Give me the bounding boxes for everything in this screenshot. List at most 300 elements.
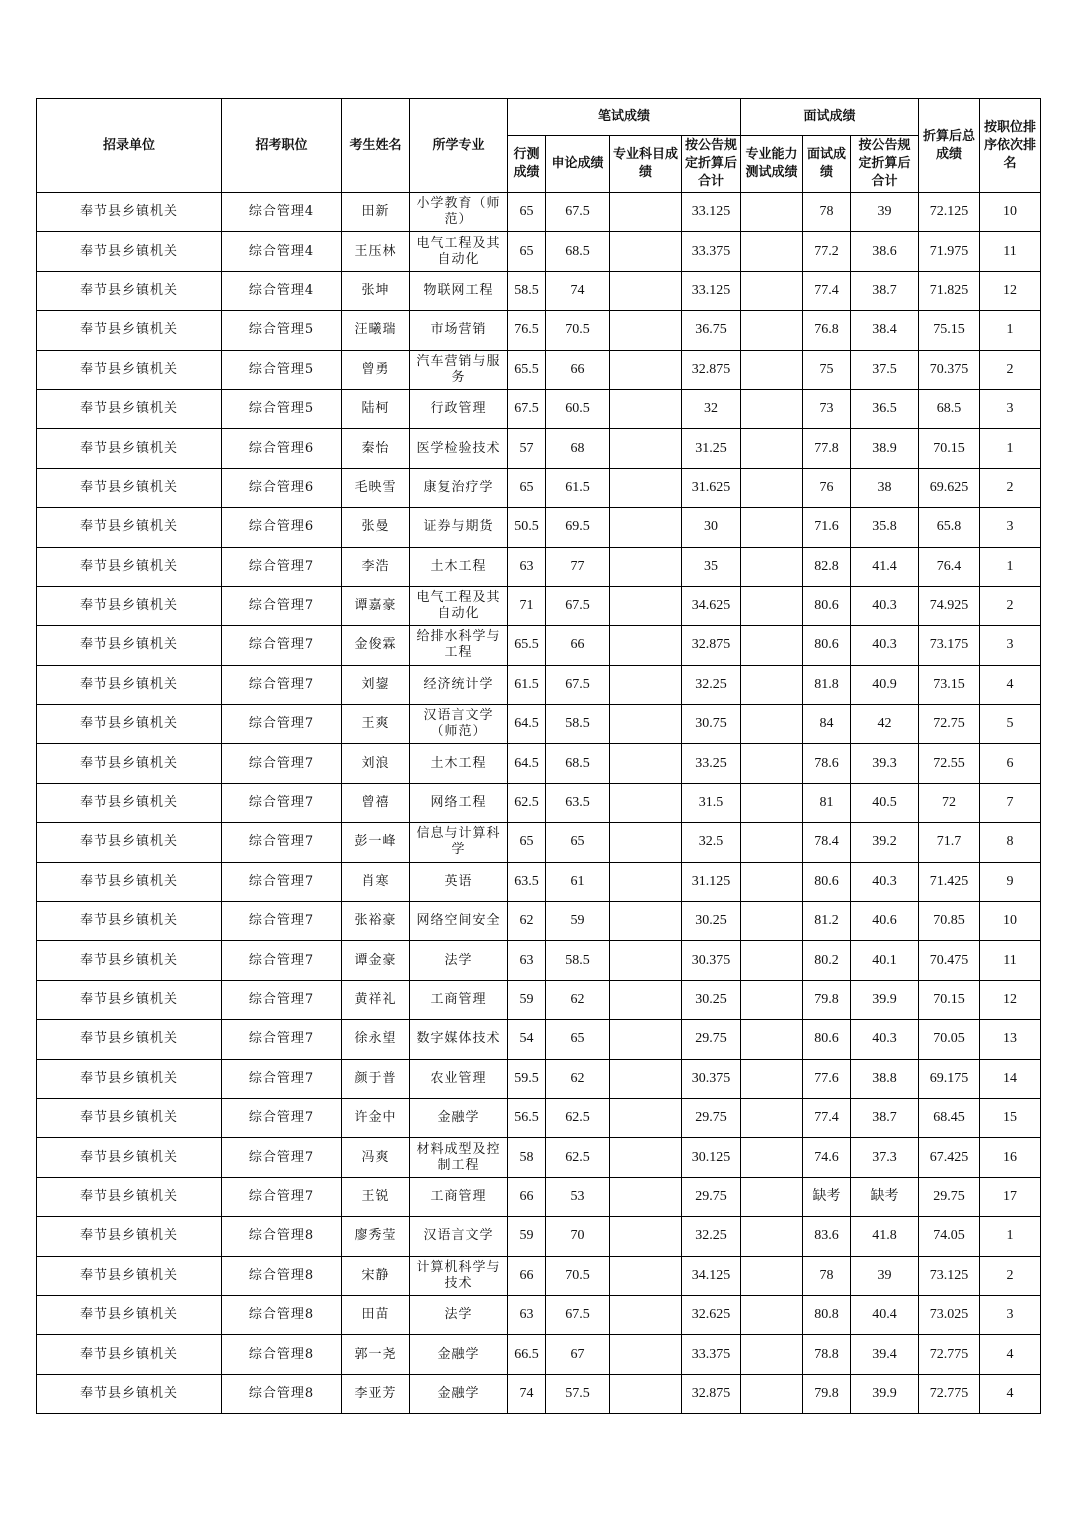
cell-total: 70.05 [919, 1020, 980, 1059]
table-row [37, 586, 1041, 625]
cell-rank: 16 [980, 1138, 1041, 1177]
cell-name: 刘鋆 [342, 665, 410, 704]
cell-shenlun: 60.5 [546, 389, 610, 428]
cell-shenlun: 53 [546, 1177, 610, 1216]
cell-written-converted: 29.75 [682, 1177, 741, 1216]
cell-written-converted: 30 [682, 508, 741, 547]
table-row [37, 902, 1041, 941]
cell-written-converted: 34.625 [682, 586, 741, 625]
cell-total: 70.475 [919, 941, 980, 980]
cell-rank: 1 [980, 311, 1041, 350]
table-row [37, 1177, 1041, 1216]
cell-zhuanye [610, 862, 682, 901]
cell-name: 刘浪 [342, 744, 410, 783]
cell-major: 电气工程及其自动化 [410, 232, 508, 271]
cell-shenlun: 57.5 [546, 1374, 610, 1413]
cell-unit: 奉节县乡镇机关 [37, 823, 222, 862]
header-unit: 招录单位 [37, 99, 222, 193]
cell-unit: 奉节县乡镇机关 [37, 350, 222, 389]
cell-major: 小学教育（师范） [410, 193, 508, 232]
cell-zhuanye [610, 271, 682, 310]
cell-unit: 奉节县乡镇机关 [37, 980, 222, 1019]
table-row [37, 350, 1041, 389]
cell-xingce: 62.5 [508, 783, 546, 822]
cell-unit: 奉节县乡镇机关 [37, 902, 222, 941]
cell-written-converted: 32.25 [682, 1217, 741, 1256]
cell-name: 王锐 [342, 1177, 410, 1216]
cell-position: 综合管理7 [222, 783, 342, 822]
cell-interview: 73 [803, 389, 851, 428]
cell-major: 英语 [410, 862, 508, 901]
cell-name: 汪曦瑞 [342, 311, 410, 350]
cell-major: 网络工程 [410, 783, 508, 822]
cell-xingce: 62 [508, 902, 546, 941]
cell-total: 71.975 [919, 232, 980, 271]
cell-ability [741, 1138, 803, 1177]
cell-position: 综合管理7 [222, 1177, 342, 1216]
cell-name: 李亚芳 [342, 1374, 410, 1413]
cell-rank: 2 [980, 1256, 1041, 1295]
cell-ability [741, 350, 803, 389]
cell-unit: 奉节县乡镇机关 [37, 783, 222, 822]
cell-shenlun: 59 [546, 902, 610, 941]
table-row [37, 193, 1041, 232]
header-interview-converted: 按公告规定折算后合计 [851, 136, 919, 193]
cell-position: 综合管理7 [222, 626, 342, 665]
cell-name: 谭金豪 [342, 941, 410, 980]
cell-position: 综合管理8 [222, 1217, 342, 1256]
cell-interview-converted: 39.9 [851, 1374, 919, 1413]
cell-unit: 奉节县乡镇机关 [37, 1374, 222, 1413]
cell-interview: 77.2 [803, 232, 851, 271]
cell-ability [741, 547, 803, 586]
cell-ability [741, 626, 803, 665]
table-row [37, 429, 1041, 468]
cell-zhuanye [610, 665, 682, 704]
cell-rank: 3 [980, 626, 1041, 665]
header-xingce: 行测成绩 [508, 136, 546, 193]
cell-rank: 4 [980, 1374, 1041, 1413]
cell-position: 综合管理7 [222, 586, 342, 625]
cell-xingce: 65 [508, 193, 546, 232]
cell-major: 金融学 [410, 1335, 508, 1374]
table-row [37, 626, 1041, 665]
cell-major: 土木工程 [410, 744, 508, 783]
cell-shenlun: 69.5 [546, 508, 610, 547]
cell-name: 郭一尧 [342, 1335, 410, 1374]
cell-xingce: 66 [508, 1177, 546, 1216]
cell-interview-converted: 40.5 [851, 783, 919, 822]
cell-name: 田新 [342, 193, 410, 232]
cell-major: 工商管理 [410, 1177, 508, 1216]
cell-major: 材料成型及控制工程 [410, 1138, 508, 1177]
cell-shenlun: 67.5 [546, 665, 610, 704]
cell-interview-converted: 39.9 [851, 980, 919, 1019]
cell-shenlun: 70.5 [546, 311, 610, 350]
cell-shenlun: 62 [546, 1059, 610, 1098]
header-written-converted: 按公告规定折算后合计 [682, 136, 741, 193]
cell-position: 综合管理5 [222, 389, 342, 428]
cell-written-converted: 30.25 [682, 980, 741, 1019]
cell-zhuanye [610, 1374, 682, 1413]
header-zhuanye: 专业科目成绩 [610, 136, 682, 193]
cell-name: 李浩 [342, 547, 410, 586]
cell-name: 黄祥礼 [342, 980, 410, 1019]
cell-name: 曾禧 [342, 783, 410, 822]
cell-rank: 12 [980, 271, 1041, 310]
cell-zhuanye [610, 586, 682, 625]
cell-position: 综合管理5 [222, 311, 342, 350]
cell-interview-converted: 42 [851, 705, 919, 744]
table-row [37, 705, 1041, 744]
cell-major: 市场营销 [410, 311, 508, 350]
cell-rank: 11 [980, 232, 1041, 271]
cell-total: 70.15 [919, 980, 980, 1019]
cell-position: 综合管理5 [222, 350, 342, 389]
cell-zhuanye [610, 1138, 682, 1177]
cell-zhuanye [610, 389, 682, 428]
cell-xingce: 65 [508, 232, 546, 271]
cell-interview: 80.6 [803, 1020, 851, 1059]
cell-shenlun: 58.5 [546, 705, 610, 744]
cell-written-converted: 30.375 [682, 941, 741, 980]
cell-shenlun: 65 [546, 823, 610, 862]
cell-written-converted: 29.75 [682, 1098, 741, 1137]
cell-xingce: 59 [508, 980, 546, 1019]
cell-interview: 81 [803, 783, 851, 822]
cell-rank: 12 [980, 980, 1041, 1019]
cell-major: 电气工程及其自动化 [410, 586, 508, 625]
cell-rank: 1 [980, 547, 1041, 586]
cell-written-converted: 32.625 [682, 1295, 741, 1334]
cell-ability [741, 389, 803, 428]
cell-xingce: 61.5 [508, 665, 546, 704]
table-row [37, 1295, 1041, 1334]
cell-name: 王爽 [342, 705, 410, 744]
cell-interview: 77.4 [803, 1098, 851, 1137]
cell-xingce: 74 [508, 1374, 546, 1413]
cell-major: 网络空间安全 [410, 902, 508, 941]
cell-written-converted: 34.125 [682, 1256, 741, 1295]
table-row [37, 1374, 1041, 1413]
cell-xingce: 65 [508, 468, 546, 507]
cell-major: 计算机科学与技术 [410, 1256, 508, 1295]
cell-zhuanye [610, 1020, 682, 1059]
cell-interview: 81.8 [803, 665, 851, 704]
cell-rank: 1 [980, 429, 1041, 468]
cell-zhuanye [610, 547, 682, 586]
cell-ability [741, 311, 803, 350]
cell-xingce: 63 [508, 547, 546, 586]
cell-ability [741, 1295, 803, 1334]
cell-ability [741, 823, 803, 862]
cell-interview: 78.4 [803, 823, 851, 862]
cell-interview: 80.6 [803, 626, 851, 665]
table-row [37, 1098, 1041, 1137]
cell-interview-converted: 40.1 [851, 941, 919, 980]
cell-position: 综合管理8 [222, 1295, 342, 1334]
cell-name: 徐永望 [342, 1020, 410, 1059]
table-row [37, 468, 1041, 507]
cell-name: 颜于普 [342, 1059, 410, 1098]
cell-total: 68.45 [919, 1098, 980, 1137]
cell-interview: 81.2 [803, 902, 851, 941]
cell-shenlun: 66 [546, 350, 610, 389]
cell-interview: 77.4 [803, 271, 851, 310]
cell-position: 综合管理8 [222, 1335, 342, 1374]
cell-interview: 78 [803, 193, 851, 232]
cell-shenlun: 70.5 [546, 1256, 610, 1295]
cell-name: 许金中 [342, 1098, 410, 1137]
cell-major: 物联网工程 [410, 271, 508, 310]
cell-unit: 奉节县乡镇机关 [37, 508, 222, 547]
cell-major: 金融学 [410, 1374, 508, 1413]
cell-interview: 77.8 [803, 429, 851, 468]
cell-major: 证券与期货 [410, 508, 508, 547]
cell-zhuanye [610, 1098, 682, 1137]
cell-unit: 奉节县乡镇机关 [37, 586, 222, 625]
cell-xingce: 66 [508, 1256, 546, 1295]
cell-major: 法学 [410, 1295, 508, 1334]
cell-unit: 奉节县乡镇机关 [37, 193, 222, 232]
table-row [37, 823, 1041, 862]
table-row [37, 232, 1041, 271]
cell-xingce: 50.5 [508, 508, 546, 547]
cell-interview-converted: 39 [851, 1256, 919, 1295]
cell-total: 76.4 [919, 547, 980, 586]
cell-ability [741, 744, 803, 783]
cell-name: 张裕豪 [342, 902, 410, 941]
cell-position: 综合管理7 [222, 1138, 342, 1177]
table-row [37, 941, 1041, 980]
cell-written-converted: 30.375 [682, 1059, 741, 1098]
cell-xingce: 58 [508, 1138, 546, 1177]
cell-ability [741, 941, 803, 980]
cell-rank: 17 [980, 1177, 1041, 1216]
cell-unit: 奉节县乡镇机关 [37, 468, 222, 507]
cell-total: 72.75 [919, 705, 980, 744]
cell-total: 72 [919, 783, 980, 822]
cell-position: 综合管理7 [222, 1020, 342, 1059]
cell-interview: 79.8 [803, 1374, 851, 1413]
cell-xingce: 67.5 [508, 389, 546, 428]
cell-shenlun: 62.5 [546, 1098, 610, 1137]
cell-xingce: 54 [508, 1020, 546, 1059]
cell-xingce: 58.5 [508, 271, 546, 310]
table-row [37, 271, 1041, 310]
cell-rank: 7 [980, 783, 1041, 822]
cell-ability [741, 1020, 803, 1059]
cell-interview: 80.6 [803, 862, 851, 901]
cell-ability [741, 1256, 803, 1295]
cell-zhuanye [610, 783, 682, 822]
cell-zhuanye [610, 429, 682, 468]
cell-xingce: 65.5 [508, 626, 546, 665]
cell-rank: 14 [980, 1059, 1041, 1098]
cell-position: 综合管理7 [222, 1098, 342, 1137]
cell-ability [741, 429, 803, 468]
cell-unit: 奉节县乡镇机关 [37, 1098, 222, 1137]
cell-total: 29.75 [919, 1177, 980, 1216]
cell-zhuanye [610, 744, 682, 783]
cell-interview-converted: 38.6 [851, 232, 919, 271]
cell-interview: 79.8 [803, 980, 851, 1019]
cell-zhuanye [610, 902, 682, 941]
cell-interview-converted: 39.3 [851, 744, 919, 783]
cell-position: 综合管理7 [222, 744, 342, 783]
cell-xingce: 64.5 [508, 744, 546, 783]
cell-interview: 83.6 [803, 1217, 851, 1256]
cell-unit: 奉节县乡镇机关 [37, 665, 222, 704]
cell-position: 综合管理4 [222, 271, 342, 310]
cell-name: 廖秀莹 [342, 1217, 410, 1256]
cell-ability [741, 1177, 803, 1216]
cell-interview-converted: 41.8 [851, 1217, 919, 1256]
cell-interview: 缺考 [803, 1177, 851, 1216]
cell-zhuanye [610, 1335, 682, 1374]
cell-interview-converted: 41.4 [851, 547, 919, 586]
cell-shenlun: 58.5 [546, 941, 610, 980]
cell-unit: 奉节县乡镇机关 [37, 389, 222, 428]
cell-rank: 3 [980, 508, 1041, 547]
cell-total: 70.15 [919, 429, 980, 468]
cell-written-converted: 31.5 [682, 783, 741, 822]
cell-interview: 80.6 [803, 586, 851, 625]
cell-interview: 74.6 [803, 1138, 851, 1177]
cell-xingce: 71 [508, 586, 546, 625]
cell-rank: 2 [980, 586, 1041, 625]
cell-major: 农业管理 [410, 1059, 508, 1098]
cell-position: 综合管理8 [222, 1374, 342, 1413]
cell-major: 经济统计学 [410, 665, 508, 704]
cell-interview: 78.8 [803, 1335, 851, 1374]
cell-interview: 77.6 [803, 1059, 851, 1098]
cell-rank: 2 [980, 468, 1041, 507]
cell-unit: 奉节县乡镇机关 [37, 705, 222, 744]
cell-position: 综合管理4 [222, 193, 342, 232]
cell-xingce: 66.5 [508, 1335, 546, 1374]
cell-major: 金融学 [410, 1098, 508, 1137]
cell-interview: 78.6 [803, 744, 851, 783]
cell-ability [741, 1335, 803, 1374]
cell-shenlun: 70 [546, 1217, 610, 1256]
cell-unit: 奉节县乡镇机关 [37, 626, 222, 665]
cell-unit: 奉节县乡镇机关 [37, 271, 222, 310]
cell-ability [741, 508, 803, 547]
cell-total: 73.025 [919, 1295, 980, 1334]
cell-zhuanye [610, 193, 682, 232]
cell-name: 谭嘉豪 [342, 586, 410, 625]
cell-rank: 3 [980, 1295, 1041, 1334]
cell-position: 综合管理4 [222, 232, 342, 271]
cell-interview-converted: 38.9 [851, 429, 919, 468]
cell-shenlun: 61.5 [546, 468, 610, 507]
cell-interview: 76.8 [803, 311, 851, 350]
cell-interview: 82.8 [803, 547, 851, 586]
cell-position: 综合管理6 [222, 508, 342, 547]
cell-total: 71.7 [919, 823, 980, 862]
cell-ability [741, 980, 803, 1019]
cell-interview-converted: 37.5 [851, 350, 919, 389]
table-row [37, 665, 1041, 704]
cell-written-converted: 33.375 [682, 1335, 741, 1374]
cell-interview-converted: 35.8 [851, 508, 919, 547]
cell-position: 综合管理7 [222, 1059, 342, 1098]
table-row [37, 980, 1041, 1019]
table-row [37, 311, 1041, 350]
cell-position: 综合管理7 [222, 941, 342, 980]
cell-interview-converted: 38.7 [851, 271, 919, 310]
header-interview-group: 面试成绩 [741, 99, 919, 136]
cell-total: 74.925 [919, 586, 980, 625]
cell-interview: 80.2 [803, 941, 851, 980]
cell-ability [741, 271, 803, 310]
header-total: 折算后总成绩 [919, 99, 980, 193]
cell-position: 综合管理7 [222, 665, 342, 704]
cell-zhuanye [610, 1217, 682, 1256]
cell-zhuanye [610, 468, 682, 507]
cell-total: 71.825 [919, 271, 980, 310]
cell-unit: 奉节县乡镇机关 [37, 232, 222, 271]
cell-written-converted: 31.625 [682, 468, 741, 507]
cell-xingce: 65 [508, 823, 546, 862]
cell-total: 65.8 [919, 508, 980, 547]
cell-unit: 奉节县乡镇机关 [37, 311, 222, 350]
cell-name: 王压林 [342, 232, 410, 271]
table-row [37, 389, 1041, 428]
cell-zhuanye [610, 823, 682, 862]
cell-shenlun: 74 [546, 271, 610, 310]
cell-name: 金俊霖 [342, 626, 410, 665]
table-row [37, 547, 1041, 586]
cell-zhuanye [610, 1256, 682, 1295]
cell-unit: 奉节县乡镇机关 [37, 1177, 222, 1216]
cell-rank: 10 [980, 193, 1041, 232]
cell-total: 71.425 [919, 862, 980, 901]
cell-written-converted: 31.125 [682, 862, 741, 901]
cell-shenlun: 62.5 [546, 1138, 610, 1177]
cell-written-converted: 32.25 [682, 665, 741, 704]
cell-name: 毛映雪 [342, 468, 410, 507]
cell-written-converted: 36.75 [682, 311, 741, 350]
cell-position: 综合管理8 [222, 1256, 342, 1295]
cell-total: 72.55 [919, 744, 980, 783]
cell-position: 综合管理7 [222, 980, 342, 1019]
cell-ability [741, 1098, 803, 1137]
cell-ability [741, 468, 803, 507]
cell-zhuanye [610, 311, 682, 350]
cell-interview-converted: 40.3 [851, 1020, 919, 1059]
cell-total: 67.425 [919, 1138, 980, 1177]
cell-total: 73.175 [919, 626, 980, 665]
cell-total: 73.125 [919, 1256, 980, 1295]
cell-interview-converted: 39.2 [851, 823, 919, 862]
cell-interview-converted: 40.4 [851, 1295, 919, 1334]
cell-major: 数字媒体技术 [410, 1020, 508, 1059]
cell-interview-converted: 39 [851, 193, 919, 232]
cell-unit: 奉节县乡镇机关 [37, 1335, 222, 1374]
cell-ability [741, 705, 803, 744]
cell-interview-converted: 40.3 [851, 586, 919, 625]
cell-shenlun: 66 [546, 626, 610, 665]
header-name: 考生姓名 [342, 99, 410, 193]
cell-zhuanye [610, 1059, 682, 1098]
cell-total: 72.125 [919, 193, 980, 232]
cell-interview-converted: 38.8 [851, 1059, 919, 1098]
cell-major: 给排水科学与工程 [410, 626, 508, 665]
cell-written-converted: 32.875 [682, 1374, 741, 1413]
header-ability: 专业能力测试成绩 [741, 136, 803, 193]
